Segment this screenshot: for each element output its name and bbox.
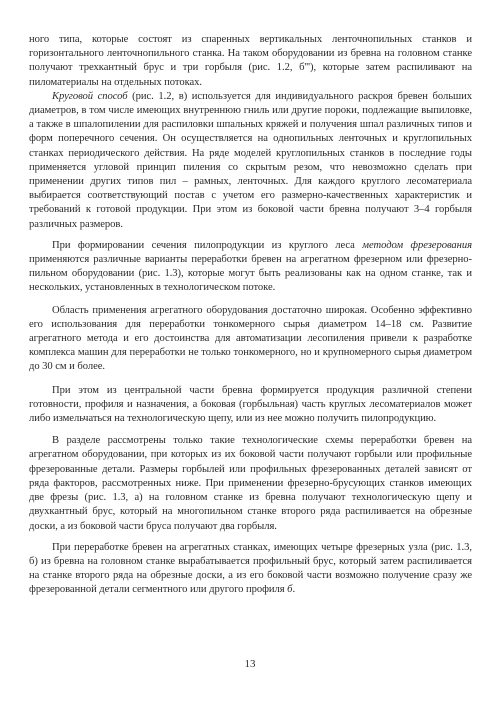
paragraph — [29, 304, 472, 375]
text-run: При этом из центральной части бревна формируется продукция различной степени готовности, профиля и назначения, а боковая (горбыльная) часть круглых лесоматериалов может либо измельчаться на технологическую щепу, или из нее можно получить пилопродукцию. — [29, 384, 472, 425]
text-run: При формировании сечения пилопродукции из круглого леса — [52, 239, 363, 251]
body-text — [29, 33, 472, 598]
term-italic: б — [287, 584, 293, 596]
text-run: применяются различные варианты переработки бревен на агрегатном фрезерном или фрезерно-пильном оборудовании (рис. 1.3), которые могут быть реализованы как на одном станке, так и нескольких, установленных в технологическом потоке. — [29, 254, 472, 294]
paragraph — [29, 33, 472, 90]
text-run: Область применения агрегатного оборудования достаточно широкая. Особенно эффективно его использования для переработки тонкомерного сырья диаметром 14–18 см. Развитие агрегатного метода и его достоинства для автоматизации лесопиления привели к разработке комплекса машин для переработки не только тонкомерного, но и крупномерного сырья диаметром до 30 см и более. — [29, 304, 472, 373]
term-italic: методом фрезерования — [362, 239, 472, 251]
text-run: . — [292, 584, 296, 596]
text-run: ного типа, которые состоят из спаренных вертикальных ленточнопильных станков и горизонтального ленточнопильного станка. На таком оборудовании из бревна на головном станке получают трехкантный брус и три горбыля (рис. 1.2, б'''), которые затем распиливают на пиломатериалы на отдельных потоках. — [29, 34, 472, 88]
page-number: 13 — [244, 658, 256, 670]
paragraph — [29, 541, 472, 598]
paragraph — [29, 384, 472, 427]
paragraph — [29, 239, 472, 296]
text-run: (рис. 1.2, в) используется для индивидуального раскроя бревен больших диаметров, в том числе имеющих внутреннюю гниль или другие пороки, подлежащие выпиловке, а также в шпалопилении для распиловки шпальных кряжей и получения шпал различных типов и форм поперечного сечения. Он осуществляется на однопильных ленточных и круглопильных станках периодического действия. На ряде моделей круглопильных станков в последние годы применяется угловой принцип пиления со скрытым резом, что невозможно сделать при применении других типов пил – рамных, ленточных. Для каждого круглого лесоматериала выбирается соответствующий постав с учетом его размерно-качественных характеристик и требований к готовой продукции. При этом из боковой части бревна получают 3–4 горбыля различных размеров. — [29, 90, 472, 230]
paragraph — [29, 434, 472, 533]
term-italic: Круговой способ — [52, 90, 128, 102]
text-run: В разделе рассмотрены только такие технологические схемы переработки бревен на агрегатном оборудовании, при которых из их боковой части получают горбыли или профильные фрезерованные детали. Размеры горбылей или профильных фрезерованных деталей зависят от ряда факторов, рассмотренных ниже. При применении фрезерно-брусующих станков имеющих две фрезы (рис. 1.3, а) на головном станке из бревна получают технологическую щепу и двухкантный брус, который на многопильном станке второго ряда распиливается на обрезные доски, а из боковой части бруса получают два горбыля. — [29, 435, 472, 532]
text-run: При переработке бревен на агрегатных станках, имеющих четыре фрезерных узла (рис. 1.3, б) из бревна на головном станке вырабатывается профильный брус, который затем распиливается на станке второго ряда на обрезные доски, а из его боковой части возможно получение сразу же фрезерованной детали сегментного или другого профиля — [29, 541, 472, 596]
paragraph — [29, 90, 472, 232]
